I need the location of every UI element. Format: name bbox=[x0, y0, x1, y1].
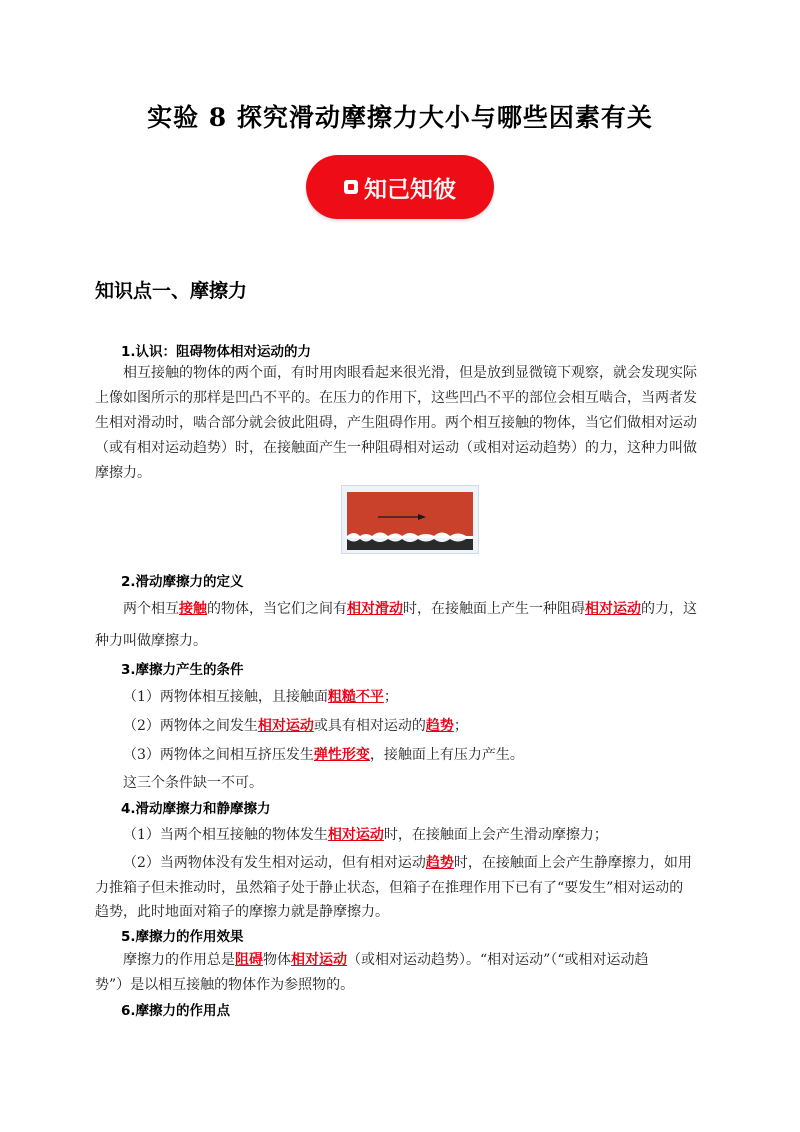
friction-type-line-4: 趋势，此时地面对箱子的摩擦力就是静摩擦力。 bbox=[95, 904, 389, 920]
text-segment: ； bbox=[453, 718, 468, 734]
condition-note: 这三个条件缺一不可。 bbox=[123, 775, 263, 791]
condition-line-3 bbox=[123, 744, 524, 764]
key-term: 粗糙不平 bbox=[327, 689, 384, 705]
key-term: 接触 bbox=[179, 601, 207, 617]
subsection-heading-4: 4.滑动摩擦力和静摩擦力 bbox=[121, 801, 271, 817]
text-segment: （1）当两个相互接触的物体发生 bbox=[123, 827, 328, 843]
key-term: 相对滑动 bbox=[347, 601, 403, 617]
text-segment: 物体 bbox=[263, 952, 291, 968]
subsection-heading-2: 2.滑动摩擦力的定义 bbox=[121, 574, 244, 590]
text-segment: （1）两物体相互接触，且接触面 bbox=[123, 689, 328, 705]
key-term: 相对运动 bbox=[291, 952, 347, 968]
text-segment: 的物体，当它们之间有 bbox=[207, 601, 347, 617]
friction-type-line-2 bbox=[123, 852, 692, 872]
key-term: 趋势 bbox=[425, 718, 454, 734]
subsection-heading-5: 5.摩擦力的作用效果 bbox=[121, 929, 244, 945]
paragraph-line: （或有相对运动趋势）时，在接触面产生一种阻碍相对运动（或相对运动趋势）的力，这种力叫做 bbox=[95, 440, 697, 456]
condition-line-2 bbox=[123, 715, 468, 735]
paragraph-line: 相互接触的物体的两个面，有时用肉眼看起来很光滑，但是放到显微镜下观察，就会发现实际 bbox=[123, 365, 697, 381]
text-segment: ，接触面上有压力产生。 bbox=[369, 747, 524, 763]
text-segment: 或具有相对运动的 bbox=[313, 718, 426, 734]
subsection-heading-1: 1.认识：阻碍物体相对运动的力 bbox=[121, 344, 312, 360]
subsection-heading-6: 6.摩擦力的作用点 bbox=[121, 1003, 231, 1019]
paragraph-line: 上像如图所示的那样是凹凸不平的。在压力的作用下，这些凹凸不平的部位会相互啮合，当两者发 bbox=[95, 390, 697, 406]
key-term: 弹性形变 bbox=[313, 747, 370, 763]
friction-surface-figure bbox=[341, 485, 479, 554]
text-segment: 时，在接触面上产生一种阻碍 bbox=[403, 601, 585, 617]
friction-surface-illustration bbox=[342, 486, 478, 553]
text-segment: 摩擦力的作用总是 bbox=[123, 952, 235, 968]
text-segment: （2）当两物体没有发生相对运动，但有相对运动 bbox=[123, 855, 426, 871]
text-segment: 时，在接触面上会产生静摩擦力，如用 bbox=[453, 855, 692, 871]
text-segment: 时，在接触面上会产生滑动摩擦力； bbox=[383, 827, 608, 843]
ground-shape bbox=[347, 539, 473, 550]
subsection-heading-3: 3.摩擦力产生的条件 bbox=[121, 662, 244, 678]
paragraph-line: 生相对滑动时，啮合部分就会彼此阻碍，产生阻碍作用。两个相互接触的物体，当它们做相对运动 bbox=[95, 415, 697, 431]
key-term: 相对运动 bbox=[257, 718, 314, 734]
definition-line-2: 种力叫做摩擦力。 bbox=[95, 633, 207, 649]
page-title: 实验 8 探究滑动摩擦力大小与哪些因素有关 bbox=[147, 103, 653, 132]
effect-line-1 bbox=[123, 949, 648, 969]
text-segment: （2）两物体之间发生 bbox=[123, 718, 258, 734]
text-segment: ； bbox=[383, 689, 398, 705]
key-term: 相对运动 bbox=[585, 601, 641, 617]
paragraph-line: 摩擦力。 bbox=[95, 465, 151, 481]
friction-type-line-3: 力推箱子但未推动时，虽然箱子处于静止状态，但箱子在推理作用下已有了“要发生”相对运动的 bbox=[95, 880, 684, 896]
badge-label: 知己知彼 bbox=[364, 176, 456, 203]
condition-line-1 bbox=[123, 686, 398, 706]
friction-type-line-1 bbox=[123, 824, 608, 844]
key-term: 趋势 bbox=[425, 855, 454, 871]
effect-line-2: 势”）是以相互接触的物体作为参照物的。 bbox=[95, 977, 355, 993]
text-segment: 两个相互 bbox=[123, 601, 179, 617]
section-badge bbox=[306, 155, 494, 219]
flag-icon bbox=[344, 180, 358, 194]
block-shape bbox=[347, 492, 473, 538]
text-segment: （3）两物体之间相互挤压发生 bbox=[123, 747, 314, 763]
text-segment: （或相对运动趋势）。“相对运动”（“或相对运动趋 bbox=[347, 952, 649, 968]
section-heading: 知识点一、摩擦力 bbox=[95, 280, 248, 302]
definition-line-1 bbox=[123, 598, 697, 618]
text-segment: 的力，这 bbox=[641, 601, 697, 617]
key-term: 阻碍 bbox=[235, 952, 263, 968]
key-term: 相对运动 bbox=[327, 827, 384, 843]
